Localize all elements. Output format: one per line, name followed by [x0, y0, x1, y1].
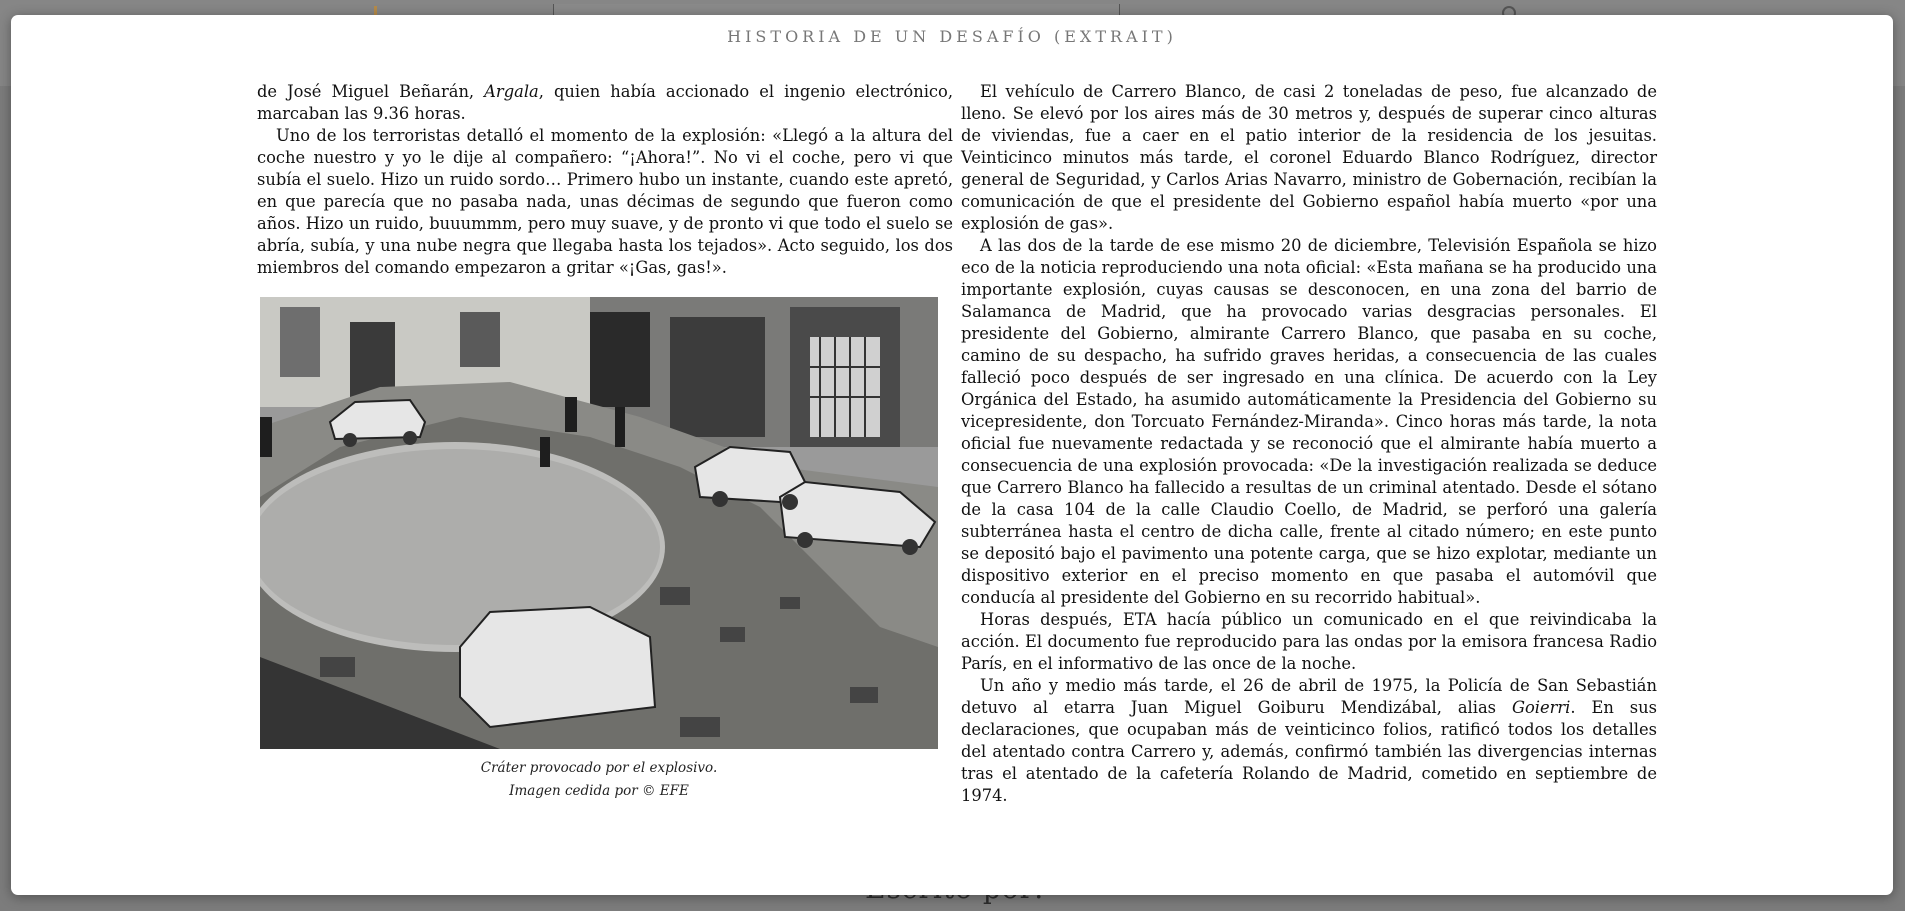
- excerpt-modal[interactable]: [11, 15, 1893, 895]
- caption-line-1: Cráter provocado por el explosivo.: [480, 760, 718, 776]
- photo-caption: [260, 757, 938, 803]
- right-paragraph-1: El vehículo de Carrero Blanco, de casi 2 toneladas de peso, fue alcanzado de lleno. Se elevó por los aires más de 30 metros y, después de superar cinco alturas de viviendas, fue a caer en el patio interior de la residencia de los jesuitas. Veinticinco minutos más tarde, el coronel Eduardo Blanco Rodríguez, director general de Seguridad, y Carlos Arias Navarro, ministro de Gobernación, recibían la comunicación de que el presidente del Gobierno español había muerto «por una explosión de gas».: [961, 82, 1657, 233]
- right-paragraph-4: Un año y medio más tarde, el 26 de abril de 1975, la Policía de San Sebastián detuvo al etarra Juan Miguel Goiburu Mendizábal, alias Goierri. En sus declaraciones, que ocupaban más de veinticinco folios, ratificó todos los detalles del atentado contra Carrero y, además, confirmó también las divergencias internas tras el atentado de la cafetería Rolando de Madrid, cometido en septiembre de 1974.: [961, 676, 1657, 805]
- caption-line-2: Imagen cedida por © EFE: [509, 783, 689, 799]
- left-paragraph-2: Uno de los terroristas detalló el momento de la explosión: «Llegó a la altura del coche nuestro y yo le dije al compañero: “¡Ahora!”. No vi el coche, pero vi que subía el suelo. Hizo un ruido sordo… Primero hubo un instante, cuando este apretó, en que parecía que no pasaba nada, unas décimas de segundo que fueron como años. Hizo un ruido, buuummm, pero muy suave, y de pronto vi que todo el suelo se abría, subía, y una nube negra que llegaba hasta los tejados». Acto seguido, los dos miembros del comando empezaron a gritar «¡Gas, gas!».: [257, 126, 953, 277]
- right-paragraph-3: Horas después, ETA hacía público un comunicado en el que reivindicaba la acción. El documento fue reproducido para las ondas por la emisora francesa Radio París, en el informativo de las once de la noche.: [961, 610, 1657, 673]
- modal-title: HISTORIA DE UN DESAFÍO (EXTRAIT): [727, 27, 1177, 46]
- crater-photo: [260, 297, 938, 749]
- left-column: [257, 81, 953, 279]
- left-paragraph-1: de José Miguel Beñarán, Argala, quien había accionado el ingenio electrónico, marcaban las 9.36 horas.: [257, 82, 953, 123]
- right-column: [961, 81, 1657, 807]
- right-paragraph-2: A las dos de la tarde de ese mismo 20 de diciembre, Televisión Española se hizo eco de la noticia reproduciendo una nota oficial: «Esta mañana se ha producido una importante explosión, cuyas causas se desconocen, en una zona del barrio de Salamanca de Madrid, que ha provocado varias desgracias personales. El presidente del Gobierno, almirante Carrero Blanco, que pasaba en su coche, camino de su despacho, ha sufrido graves heridas, a consecuencia de las cuales falleció poco después de ser ingresado en una clínica. De acuerdo con la Ley Orgánica del Estado, ha asumido automáticamente la Presidencia del Gobierno su vicepresidente, don Torcuato Fernández-Miranda». Cinco horas más tarde, la nota oficial fue nuevamente redactada y se reconoció que el almirante había muerto a consecuencia de una explosión provocada: «De la investigación realizada se deduce que Carrero Blanco ha fallecido a resultas de un criminal atentado. Desde el sótano de la casa 104 de la calle Claudio Coello, de Madrid, se perforó una galería subterránea hasta el centro de dicha calle, frente al citado número; en este punto se depositó bajo el pavimento una potente carga, que se hizo explotar, mediante un dispositivo exterior en el preciso momento en que pasaba el automóvil que conducía al presidente del Gobierno en su recorrido habitual».: [961, 236, 1657, 607]
